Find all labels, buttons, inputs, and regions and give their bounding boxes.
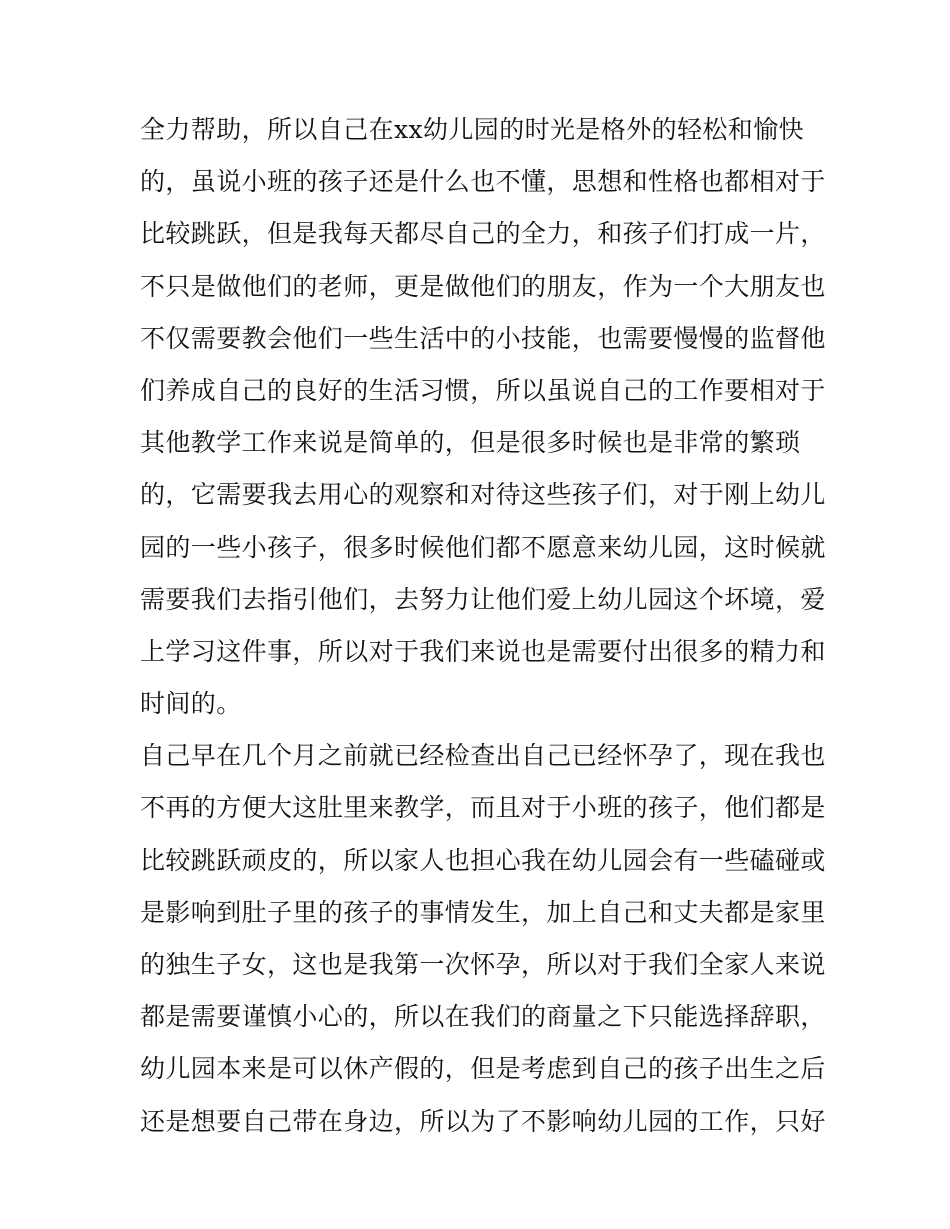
text-line: 都是需要谨慎小心的，所以在我们的商量之下只能选择辞职，: [140, 1002, 826, 1032]
text-line: 们养成自己的良好的生活习惯，所以虽说自己的工作要相对于: [140, 375, 826, 405]
text-line: 的独生子女，这也是我第一次怀孕，所以对于我们全家人来说: [140, 950, 826, 979]
text-line: 幼儿园本来是可以休产假的，但是考虑到自己的孩子出生之后: [140, 1054, 826, 1084]
text-line: 需要我们去指引他们，去努力让他们爱上幼儿园这个坏境，爱: [140, 584, 826, 614]
body-text: [140, 104, 826, 1148]
text-line: 的，虽说小班的孩子还是什么也不懂，思想和性格也都相对于: [140, 167, 826, 197]
text-line: 不只是做他们的老师，更是做他们的朋友，作为一个大朋友也: [140, 271, 826, 301]
text-line: 其他教学工作来说是简单的，但是很多时候也是非常的繁琐: [140, 428, 801, 458]
text-line: 比较跳跃，但是我每天都尽自己的全力，和孩子们打成一片，: [140, 219, 826, 249]
text-line: 比较跳跃顽皮的，所以家人也担心我在幼儿园会有一些磕碰或: [140, 845, 826, 875]
text-line: 是影响到肚子里的孩子的事情发生，加上自己和丈夫都是家里: [140, 897, 826, 927]
text-line: 自己早在几个月之前就已经检查出自己已经怀孕了，现在我也: [140, 741, 826, 771]
text-line: 全力帮助，所以自己在xx幼儿园的时光是格外的轻松和愉快: [140, 115, 805, 144]
text-line: 还是想要自己带在身边，所以为了不影响幼儿园的工作，只好: [140, 1106, 826, 1136]
text-line: 时间的。: [140, 689, 242, 719]
text-line: 园的一些小孩子，很多时候他们都不愿意来幼儿园，这时候就: [140, 532, 826, 562]
text-line: 不再的方便大这肚里来教学，而且对于小班的孩子，他们都是: [140, 793, 826, 823]
text-line: 的，它需要我去用心的观察和对待这些孩子们，对于刚上幼儿: [140, 480, 826, 510]
text-line: 不仅需要教会他们一些生活中的小技能，也需要慢慢的监督他: [140, 323, 826, 353]
text-line: 上学习这件事，所以对于我们来说也是需要付出很多的精力和: [140, 636, 826, 666]
